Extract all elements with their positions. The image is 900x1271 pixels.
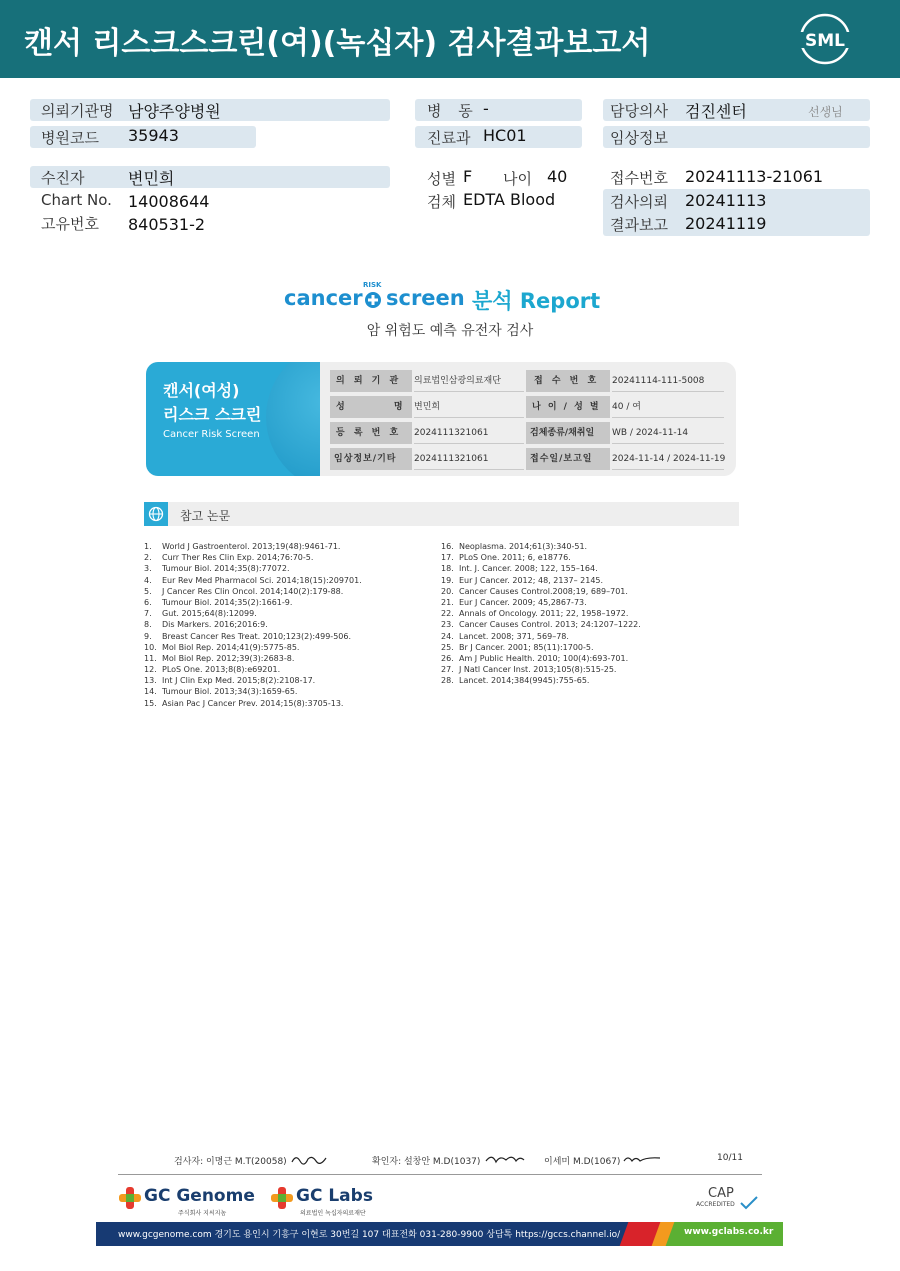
reference-text: Gut. 2015;64(8):12099. <box>162 609 257 619</box>
reference-text: J Natl Cancer Inst. 2013;105(8):515-25. <box>459 665 617 675</box>
reference-item <box>441 552 641 563</box>
card-title-line1: 캔서(여성) <box>163 381 240 400</box>
hospital-code-label: 병원코드 <box>41 129 99 147</box>
card-value-institution: 의료법인삼광의료재단 <box>414 370 524 392</box>
reference-number: 16. <box>441 542 454 551</box>
reference-number: 24. <box>441 631 454 641</box>
sml-logo-text: SML <box>805 31 845 51</box>
reference-item <box>144 698 362 709</box>
reference-text: Mol Biol Rep. 2012;39(3):2683-8. <box>162 653 295 663</box>
reference-number: 27. <box>441 665 454 675</box>
unique-id-label: 고유번호 <box>41 215 99 233</box>
cap-sub: ACCREDITED <box>696 1201 735 1208</box>
card-title-line2: 리스크 스크린 <box>163 405 262 424</box>
plus-circle-icon <box>364 291 382 309</box>
reference-text: PLoS One. 2011; 6, e18776. <box>459 553 571 563</box>
page-number: 10/11 <box>717 1153 743 1163</box>
request-label: 검사의뢰 <box>610 193 668 211</box>
sex-label: 성별 <box>427 170 456 188</box>
card-label-clinical: 임상정보/기타 <box>330 448 412 470</box>
confirmer2-signature-icon <box>622 1153 662 1165</box>
reference-item <box>441 563 641 574</box>
card-label-specimen: 검체종류/채취일 <box>526 422 610 444</box>
reference-item <box>441 653 641 664</box>
reference-text: Cancer Causes Control. 2013; 24:1207–1222. <box>459 620 641 630</box>
reference-number: 18. <box>441 564 454 574</box>
reference-number: 1. <box>144 542 152 551</box>
chart-label: Chart No. <box>41 191 112 209</box>
reference-number: 2. <box>144 553 152 563</box>
reference-item <box>144 608 362 619</box>
reference-item <box>441 597 641 608</box>
receipt-label: 접수번호 <box>610 169 668 187</box>
doctor-value: 검진센터 <box>685 102 747 121</box>
reference-number: 3. <box>144 564 152 574</box>
reference-number: 8. <box>144 620 152 630</box>
reference-text: Neoplasma. 2014;61(3):340-51. <box>459 542 588 551</box>
reference-number: 26. <box>441 653 454 663</box>
reference-number: 12. <box>144 665 157 675</box>
reference-text: Annals of Oncology. 2011; 22, 1958–1972. <box>459 609 629 619</box>
confirmer2-signature: 이세미 M.D(1067) <box>544 1157 621 1167</box>
reference-number: 6. <box>144 597 152 607</box>
reference-item <box>144 631 362 642</box>
confirmer-signature-icon <box>484 1152 526 1166</box>
footer-address: www.gcgenome.com 경기도 용인시 기흥구 이현로 30번길 107 대표전화 031-280-9900 상담톡 https://gccs.channel.io/ <box>118 1230 621 1240</box>
globe-icon <box>266 362 320 476</box>
reference-item <box>144 552 362 563</box>
footer-bar <box>96 1222 783 1246</box>
globe-small-icon <box>144 502 168 526</box>
card-label-institution: 의 뢰 기 관 <box>330 370 412 392</box>
reference-text: Tumour Biol. 2013;34(3):1659-65. <box>162 687 298 697</box>
ward-value: - <box>483 99 489 118</box>
reference-text: Tumour Biol. 2014;35(8):77072. <box>162 564 290 574</box>
reference-number: 20. <box>441 586 454 596</box>
card-value-clinical: 2024111321061 <box>414 448 524 470</box>
reference-number: 10. <box>144 642 157 652</box>
reference-item <box>441 608 641 619</box>
reference-item <box>144 653 362 664</box>
reference-text: Int J Clin Exp Med. 2015;8(2):2108-17. <box>162 676 316 686</box>
cap-text: CAP <box>708 1186 734 1201</box>
reference-number: 25. <box>441 642 454 652</box>
reference-item <box>441 631 641 642</box>
reference-text: Eur Rev Med Pharmacol Sci. 2014;18(15):209701. <box>162 575 362 585</box>
reference-number: 14. <box>144 687 157 697</box>
report-header <box>0 0 900 78</box>
reference-item <box>441 675 641 686</box>
reference-text: Mol Biol Rep. 2014;41(9):5775-85. <box>162 642 300 652</box>
reference-text: Lancet. 2014;384(9945):755-65. <box>459 676 590 686</box>
reference-text: Tumour Biol. 2014;35(2):1661-9. <box>162 597 293 607</box>
references-header <box>144 502 739 526</box>
reference-text: Asian Pac J Cancer Prev. 2014;15(8):3705-13. <box>162 698 344 708</box>
institution-label: 의뢰기관명 <box>41 102 114 120</box>
sml-logo-icon <box>798 12 852 66</box>
references-list-right <box>441 541 641 686</box>
gc-genome-name: GC Genome <box>144 1186 255 1206</box>
reference-number: 11. <box>144 653 157 663</box>
reference-number: 9. <box>144 631 152 641</box>
doctor-label: 담당의사 <box>610 102 668 120</box>
chart-value: 14008644 <box>128 192 210 211</box>
receipt-value: 20241113-21061 <box>685 167 824 186</box>
reference-number: 5. <box>144 586 152 596</box>
reference-text: Breast Cancer Res Treat. 2010;123(2):499-506. <box>162 631 352 641</box>
reference-number: 15. <box>144 698 157 708</box>
reference-item <box>144 563 362 574</box>
reference-item <box>144 575 362 586</box>
clinical-label: 임상정보 <box>610 129 668 147</box>
reference-number: 23. <box>441 620 454 630</box>
reference-number: 19. <box>441 575 454 585</box>
sex-value: F <box>463 167 473 186</box>
references-list-left <box>144 541 362 709</box>
logo-word-risk: RISK <box>363 281 382 289</box>
gc-cross-icon <box>118 1186 142 1210</box>
examiner-signature-icon <box>290 1152 330 1166</box>
reference-number: 21. <box>441 597 454 607</box>
reference-text: PLoS One. 2013;8(8):e69201. <box>162 665 281 675</box>
card-label-age-sex: 나 이 / 성 별 <box>526 396 610 418</box>
report-date-value: 20241119 <box>685 214 767 233</box>
reference-item <box>441 642 641 653</box>
card-value-dates: 2024-11-14 / 2024-11-19 <box>612 448 724 470</box>
gc-genome-sub: 주식회사 지씨지놈 <box>178 1210 227 1217</box>
dept-value: HC01 <box>483 126 527 145</box>
card-label-name: 성 명 <box>330 396 412 418</box>
reference-text: Dis Markers. 2016;2016:9. <box>162 620 268 630</box>
card-label-dates: 접수일/보고일 <box>526 448 610 470</box>
patient-name-value: 변민희 <box>128 169 175 188</box>
reference-number: 22. <box>441 609 454 619</box>
reference-text: Curr Ther Res Clin Exp. 2014;76:70-5. <box>162 553 314 563</box>
reference-item <box>144 597 362 608</box>
reference-item <box>144 664 362 675</box>
gc-labs-sub: 의료법인 녹십자의료재단 <box>300 1210 366 1217</box>
ward-label: 병 동 <box>427 102 473 120</box>
cap-accredited-logo <box>696 1186 760 1216</box>
logo-word-screen: screen <box>386 286 465 310</box>
report-date-label: 결과보고 <box>610 216 668 234</box>
patient-label: 수진자 <box>41 169 85 187</box>
reference-text: World J Gastroenterol. 2013;19(48):9461-71. <box>162 542 341 551</box>
reference-text: Am J Public Health. 2010; 100(4):693-701. <box>459 653 629 663</box>
reference-text: J Cancer Res Clin Oncol. 2014;140(2):179-88. <box>162 586 344 596</box>
request-value: 20241113 <box>685 191 767 210</box>
logo-word-report: 분석 Report <box>472 289 601 313</box>
reference-item <box>144 686 362 697</box>
reference-text: Br J Cancer. 2001; 85(11):1700-5. <box>459 642 594 652</box>
gc-labs-cross-icon <box>270 1186 294 1210</box>
reference-number: 7. <box>144 609 152 619</box>
report-title: 캔서 리스크스크린(여)(녹십자) 검사결과보고서 <box>24 26 651 61</box>
check-icon <box>740 1196 758 1210</box>
age-label: 나이 <box>503 170 532 188</box>
dept-label: 진료과 <box>427 129 471 147</box>
logo-word-cancer: cancer <box>284 286 363 310</box>
reference-number: 4. <box>144 575 152 585</box>
reference-text: Int. J. Cancer. 2008; 122, 155–164. <box>459 564 598 574</box>
cancer-risk-screen-logo <box>284 282 614 322</box>
reference-text: Lancet. 2008; 371, 569–78. <box>459 631 569 641</box>
reference-item <box>441 619 641 630</box>
doctor-suffix: 선생님 <box>808 105 843 119</box>
institution-value: 남양주양병원 <box>128 102 221 121</box>
reference-number: 13. <box>144 676 157 686</box>
reference-item <box>144 642 362 653</box>
reference-text: Eur J Cancer. 2009; 45,2867-73. <box>459 597 587 607</box>
gc-genome-logo <box>118 1186 258 1220</box>
reference-number: 28. <box>441 676 454 686</box>
references-title: 참고 논문 <box>180 509 231 523</box>
unique-id-value: 840531-2 <box>128 215 206 234</box>
reference-item <box>441 541 641 552</box>
examiner-signature: 검사자: 이명근 M.T(20058) <box>174 1157 287 1167</box>
reference-text: Cancer Causes Control.2008;19, 689–701. <box>459 586 628 596</box>
hospital-code-value: 35943 <box>128 126 179 145</box>
card-value-receipt: 20241114-111-5008 <box>612 370 724 392</box>
reference-item <box>441 586 641 597</box>
footer-divider <box>118 1174 762 1175</box>
card-value-specimen: WB / 2024-11-14 <box>612 422 724 444</box>
cancer-risk-info-card <box>146 362 736 476</box>
reference-item <box>144 675 362 686</box>
age-value: 40 <box>547 167 568 186</box>
reference-item <box>441 575 641 586</box>
specimen-value: EDTA Blood <box>463 190 556 209</box>
reference-text: Eur J Cancer. 2012; 48, 2137– 2145. <box>459 575 604 585</box>
card-label-registration: 등 록 번 호 <box>330 422 412 444</box>
card-value-age-sex: 40 / 여 <box>612 396 724 418</box>
card-title-english: Cancer Risk Screen <box>163 429 260 440</box>
gc-labs-logo <box>270 1186 390 1220</box>
confirmer-signature: 확인자: 설창안 M.D(1037) <box>372 1157 481 1167</box>
reference-item <box>144 541 362 552</box>
card-title-panel <box>146 362 320 476</box>
footer-website-link[interactable]: www.gclabs.co.kr <box>684 1227 774 1237</box>
card-value-name: 변민희 <box>414 396 524 418</box>
specimen-label: 검체 <box>427 193 456 211</box>
card-value-registration: 2024111321061 <box>414 422 524 444</box>
reference-item <box>144 586 362 597</box>
reference-item <box>144 619 362 630</box>
reference-number: 17. <box>441 553 454 563</box>
reference-item <box>441 664 641 675</box>
card-label-receipt: 접 수 번 호 <box>526 370 610 392</box>
report-subtitle: 암 위험도 예측 유전자 검사 <box>366 323 534 339</box>
gc-labs-name: GC Labs <box>296 1186 373 1206</box>
